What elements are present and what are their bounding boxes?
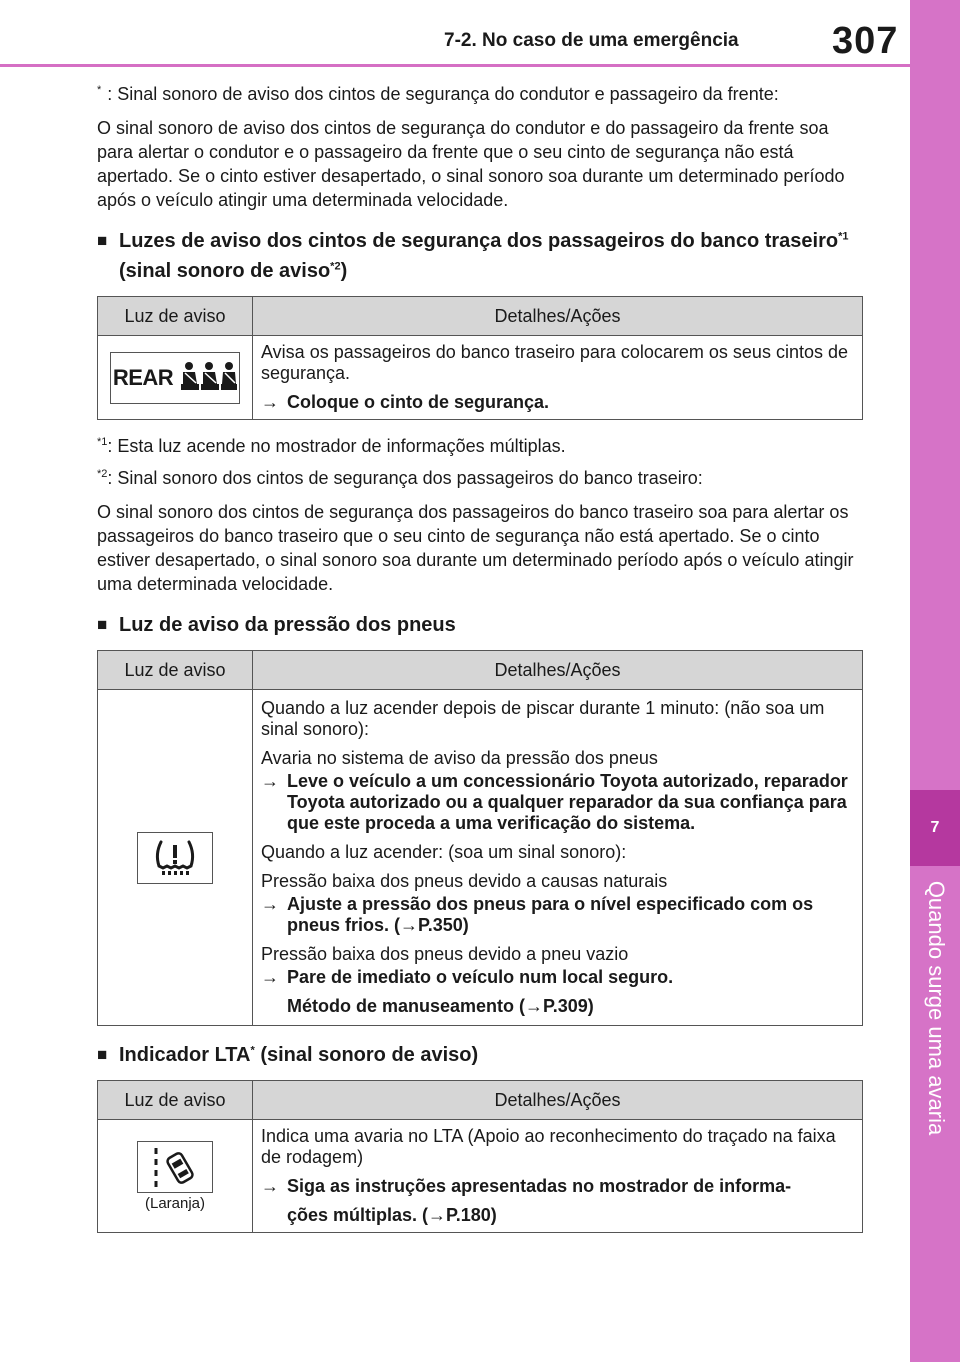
- tire-action-1: Leve o veículo a um concessionário Toyota autorizado, reparador Toyota autorizado ou a qualquer reparador da sua confiança para que este proceda a uma verificação do sistema.: [287, 771, 848, 833]
- heading-square-icon: ■: [97, 615, 108, 634]
- side-tab: [910, 0, 960, 1362]
- col-header-details: Detalhes/Ações: [253, 1081, 863, 1120]
- intro-paragraph: O sinal sonoro de aviso dos cintos de segurança do condutor e do passageiro da frente soa para alertar o condutor e o passageiro da frente que o seu cinto de segurança não está apertado. Se o cinto estiver desapertado, o sinal sonoro soa durante um determinado período após o veículo atingir uma determinada velocidade.: [97, 118, 845, 210]
- section-heading-rear-seatbelt: ■ Luzes de aviso dos cintos de segurança dos passageiros do banco traseiro$^{*1}$ (sinal sonoro de aviso$^{*2}$): [97, 226, 867, 286]
- tire-cause-1: Avaria no sistema de aviso da pressão dos pneus: [261, 748, 658, 768]
- page-number: 307: [832, 20, 899, 62]
- rear-seatbelt-action: Coloque o cinto de segurança.: [287, 392, 550, 412]
- footnote-1-mark: *1: [97, 436, 108, 448]
- rear-seatbelt-warning-icon: REAR: [110, 352, 240, 404]
- heading-square-icon: ■: [97, 231, 108, 250]
- section-heading-tire-pressure: ■ Luz de aviso da pressão dos pneus: [97, 610, 867, 640]
- lta-action-continued: ções múltiplas. (→P.180): [287, 1205, 497, 1225]
- lta-details: Indica uma avaria no LTA (Apoio ao reconhecimento do traçado na faixa de rodagem): [261, 1126, 836, 1167]
- col-header-warning-light: Luz de aviso: [98, 297, 253, 336]
- col-header-details: Detalhes/Ações: [253, 297, 863, 336]
- tire-case-2: Quando a luz acender: (soa um sinal sonoro):: [261, 842, 627, 862]
- lta-table: [97, 1080, 863, 1233]
- footnote-2-text: : Sinal sonoro dos cintos de segurança dos passageiros do banco traseiro:: [107, 468, 703, 488]
- tire-handling-method: Método de manuseamento (→P.309): [287, 996, 594, 1016]
- page-content: [97, 82, 867, 1247]
- lta-icon-caption: (Laranja): [144, 1194, 206, 1212]
- arrow-icon: →: [261, 1176, 279, 1196]
- footnote-2: [97, 466, 867, 490]
- footnote-1: [97, 434, 867, 458]
- side-chapter-label: Quando surge uma avaria: [924, 880, 949, 1136]
- arrow-icon: →: [261, 771, 279, 791]
- header-section-title: 7-2. No caso de uma emergência: [444, 30, 739, 51]
- tire-cause-2: Pressão baixa dos pneus devido a causas naturais: [261, 871, 668, 891]
- rear-seatbelt-table: [97, 296, 863, 420]
- arrow-icon: →: [261, 894, 279, 914]
- heading-square-icon: ■: [97, 1045, 108, 1064]
- tire-cause-3: Pressão baixa dos pneus devido a pneu vazio: [261, 944, 629, 964]
- arrow-icon: →: [261, 967, 279, 987]
- lane-tracing-assist-icon: [137, 1141, 213, 1193]
- note-mark: *: [97, 84, 102, 96]
- tire-pressure-warning-icon: [137, 832, 213, 884]
- rear-seatbelt-paragraph: O sinal sonoro dos cintos de segurança dos passageiros do banco traseiro soa para alertar os passageiros do banco traseiro que o seu cinto de segurança não está apertado. Se o cinto estiver desapertado, o sinal sonoro soa durante um determinado período após o veículo atingir uma determinada velocidade.: [97, 502, 854, 594]
- lta-action: Siga as instruções apresentadas no mostrador de informa-: [287, 1176, 792, 1196]
- section-heading-lta: ■ Indicador LTA* (sinal sonoro de aviso): [97, 1040, 867, 1070]
- footnote-1-text: : Esta luz acende no mostrador de informações múltiplas.: [107, 436, 566, 456]
- rear-seatbelt-details: Avisa os passageiros do banco traseiro para colocarem os seus cintos de segurança.: [261, 342, 848, 383]
- tire-pressure-table: [97, 650, 863, 1026]
- header-rule: [0, 64, 910, 67]
- col-header-details: Detalhes/Ações: [253, 651, 863, 690]
- tire-case-1: Quando a luz acender depois de piscar durante 1 minuto: (não soa um sinal sonoro):: [261, 698, 825, 739]
- col-header-warning-light: Luz de aviso: [98, 1081, 253, 1120]
- intro-note-text: : Sinal sonoro de aviso dos cintos de segurança do condutor e passageiro da frente:: [107, 84, 779, 104]
- footnote-2-mark: *2: [97, 468, 108, 480]
- tire-action-3: Pare de imediato o veículo num local seguro.: [287, 967, 674, 987]
- intro-note: [97, 82, 867, 106]
- tire-action-2: Ajuste a pressão dos pneus para o nível especificado com os pneus frios. (→P.350): [287, 894, 814, 935]
- col-header-warning-light: Luz de aviso: [98, 651, 253, 690]
- arrow-icon: →: [261, 392, 279, 412]
- side-chapter-number: 7: [910, 790, 960, 866]
